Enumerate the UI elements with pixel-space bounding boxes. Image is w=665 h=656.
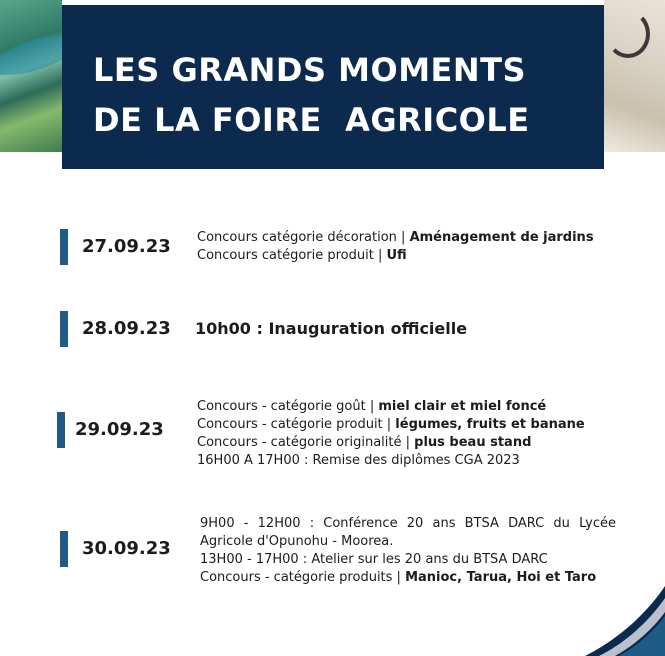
entry-details (197, 398, 597, 470)
detail-line: Concours catégorie décoration | Aménagement de jardins (197, 230, 594, 245)
page-title (93, 45, 530, 145)
entry-date: 27.09.23 (82, 236, 171, 257)
detail-line: Concours - catégorie produits | Manioc, Tarua, Hoi et Taro (200, 570, 597, 585)
conference-line: 9H00 - 12H00 : Conférence 20 ans BTSA DARC du Lycée Agricole d'Opunohu - Moorea. (200, 516, 616, 549)
header-photo-left (0, 0, 62, 152)
detail-line: Concours - catégorie produit | légumes, fruits et banane (197, 417, 585, 432)
title-line-2: DE LA FOIRE AGRICOLE (93, 101, 530, 139)
date-marker-bar (60, 531, 68, 567)
detail-line: 13H00 - 17H00 : Atelier sur les 20 ans du BTSA DARC (200, 552, 548, 567)
title-line-1: LES GRANDS MOMENTS (93, 51, 527, 89)
entry-date: 29.09.23 (75, 419, 164, 440)
date-marker-bar (57, 412, 65, 448)
header-banner (62, 5, 604, 169)
detail-line: Concours catégorie produit | Ufi (197, 248, 407, 263)
entry-details (195, 320, 467, 340)
inauguration-headline: 10h00 : Inauguration officielle (195, 319, 468, 338)
entry-date: 30.09.23 (82, 538, 171, 559)
entry-date: 28.09.23 (82, 318, 171, 339)
detail-line: Concours - catégorie goût | miel clair et miel foncé (197, 399, 547, 414)
header-photo-right (604, 0, 665, 152)
entry-details (197, 229, 615, 265)
corner-swoosh-decoration (585, 586, 665, 656)
date-marker-bar (60, 229, 68, 265)
entry-details (200, 515, 616, 587)
detail-line: 16H00 A 17H00 : Remise des diplômes CGA 2023 (197, 453, 520, 468)
detail-line: Concours - catégorie originalité | plus beau stand (197, 435, 532, 450)
date-marker-bar (60, 311, 68, 347)
